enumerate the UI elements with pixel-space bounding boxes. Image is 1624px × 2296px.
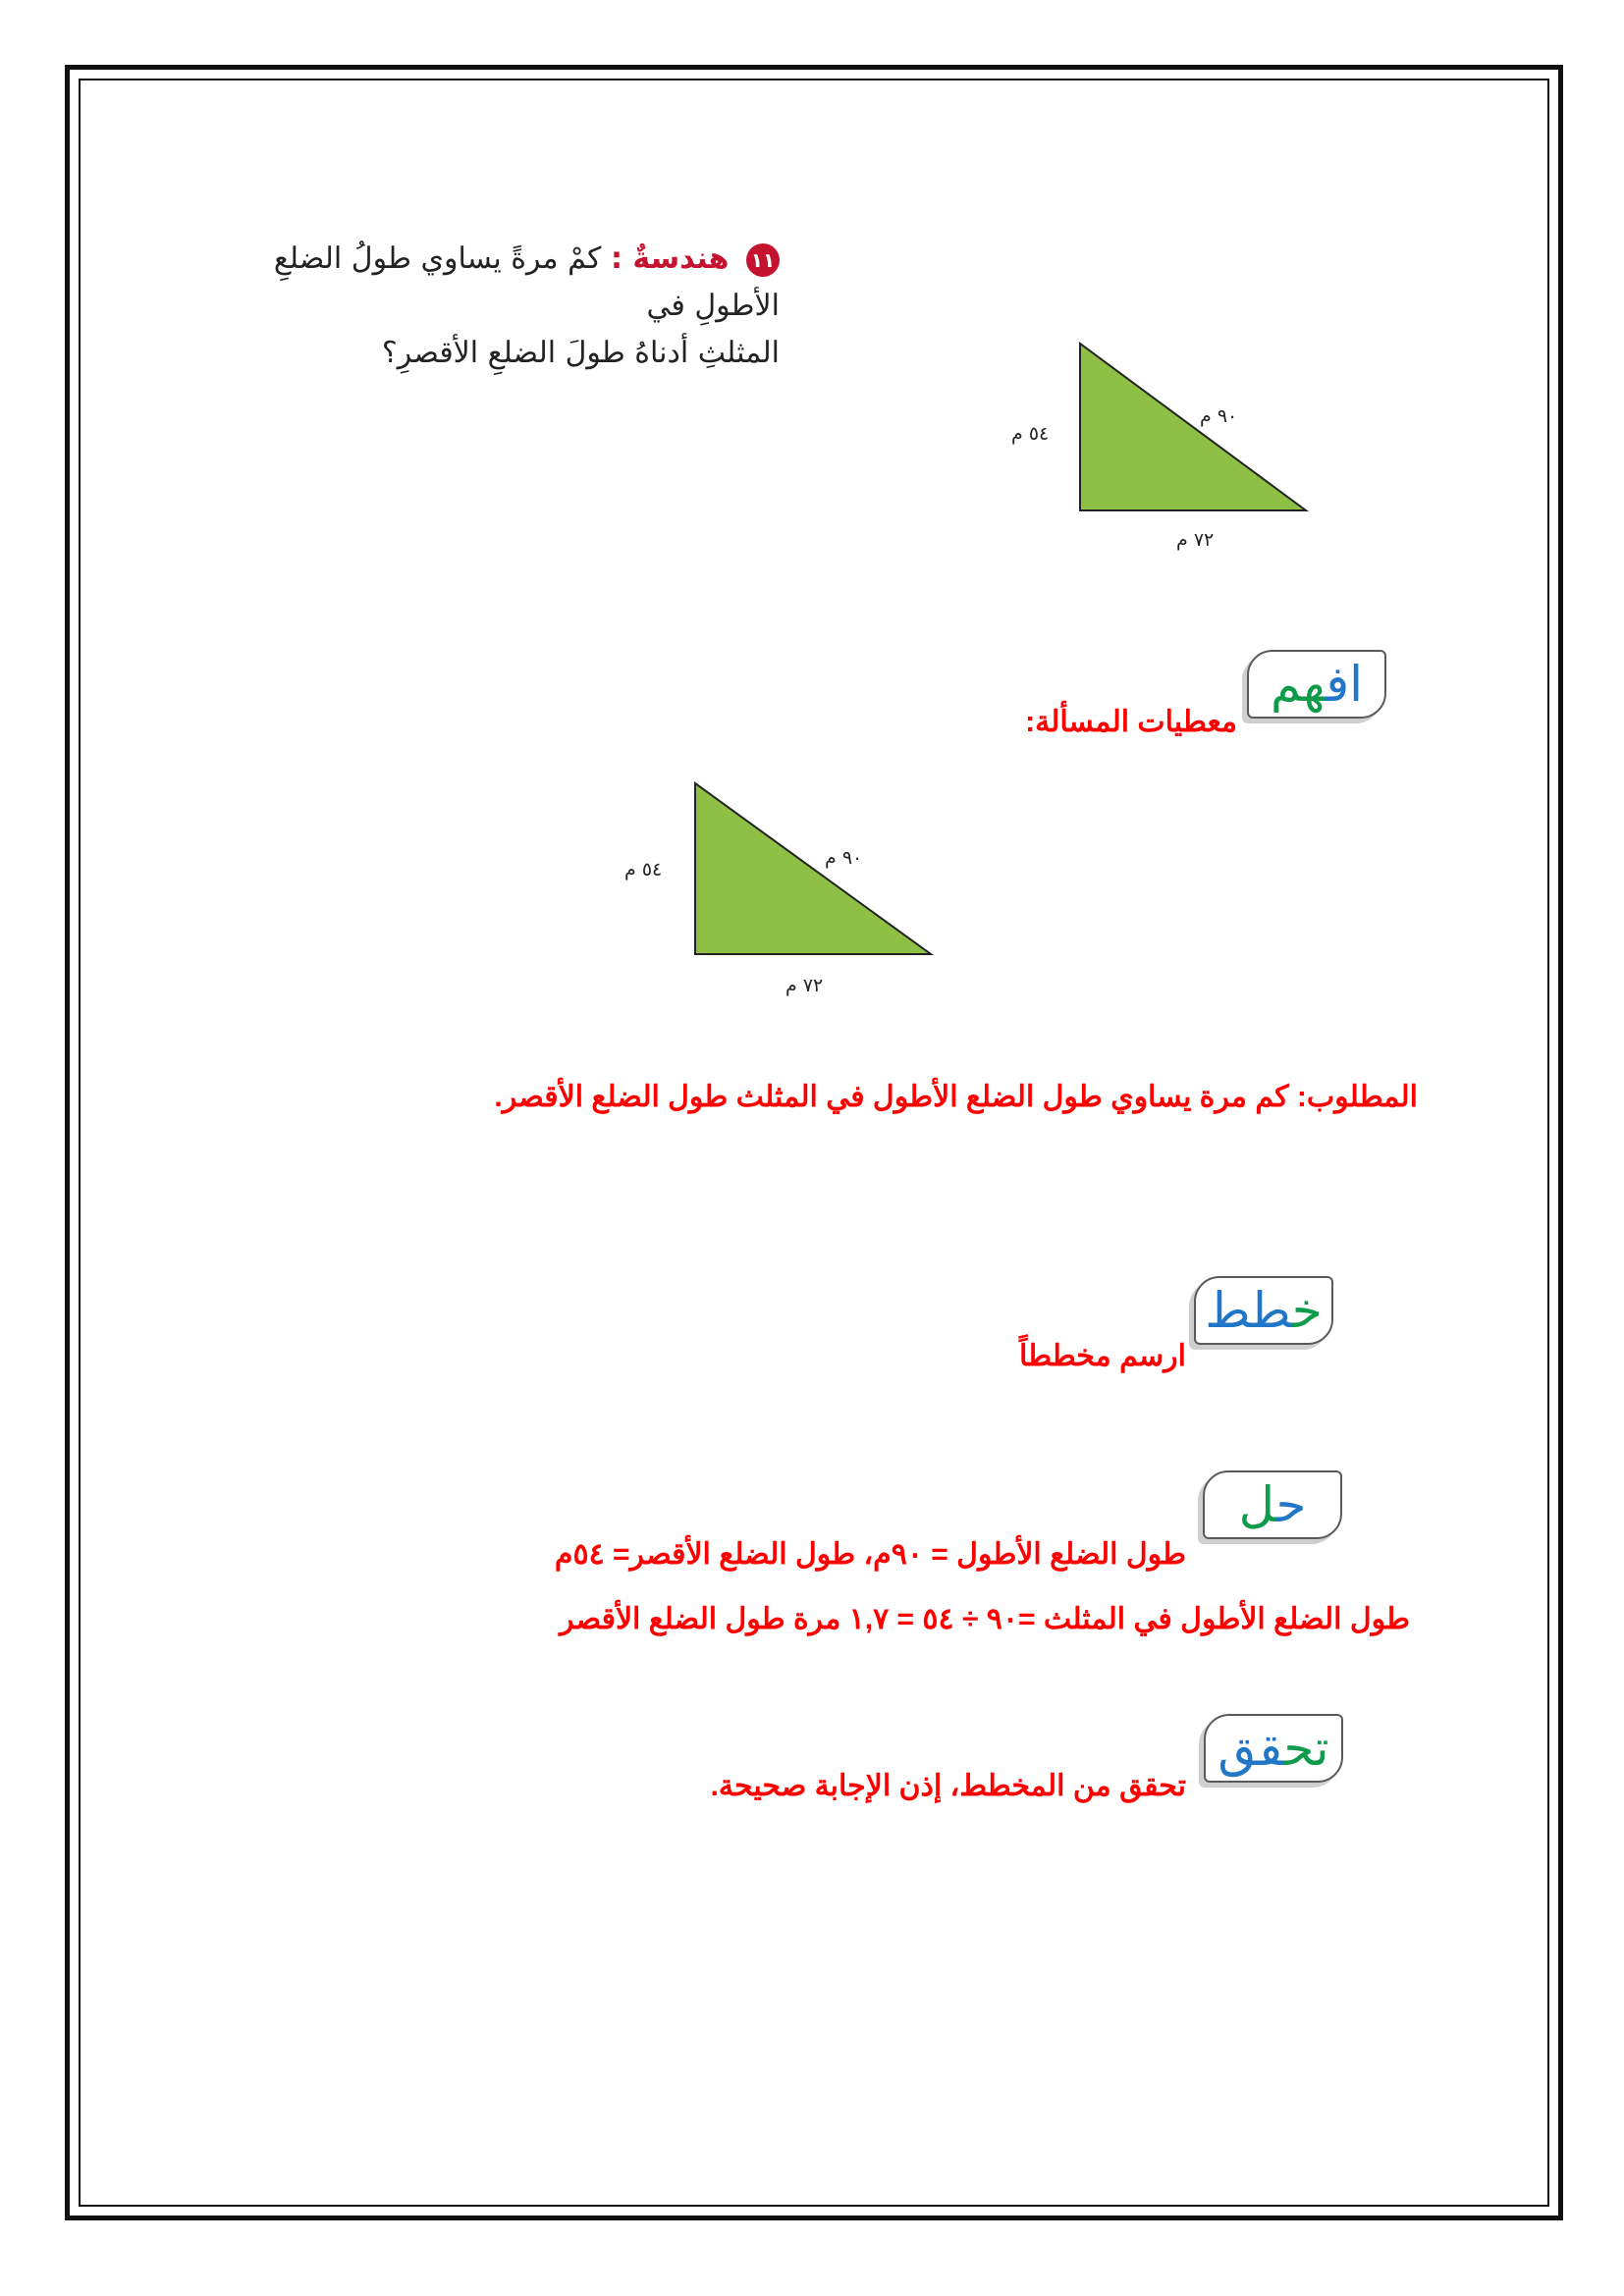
triangle-shape (1080, 344, 1306, 510)
triangle-figure-1 (982, 324, 1335, 569)
triangle-label-base: ٧٢ م (785, 975, 824, 996)
understand-heading: معطيات المسألة: (1025, 706, 1237, 738)
problem-text-line2: المثلثِ أدناهُ طولَ الضلعِ الأقصرِ؟ (381, 336, 780, 370)
solve-line-2: طول الضلع الأطول في المثلث =٩٠ ÷ ٥٤ = ١,٧ مرة طول الضلع الأقصر (560, 1603, 1410, 1635)
understand-badge: افهم (1247, 650, 1386, 719)
problem-text-line1: كمْ مرةً يساوي طولُ الضلعِ الأطولِ في (273, 241, 780, 323)
triangle-shape (695, 783, 931, 954)
solve-line-1: طول الضلع الأطول = ٩٠م، طول الضلع الأقصر= ٥٤م (554, 1538, 1186, 1571)
triangle-label-hyp: ٩٠ م (1200, 405, 1238, 427)
required-statement: المطلوب: كم مرة يساوي طول الضلع الأطول في المثلث طول الضلع الأقصر. (494, 1081, 1418, 1113)
problem-topic: هندسةٌ : (610, 241, 730, 276)
triangle-label-base: ٧٢ م (1176, 529, 1215, 551)
problem-line-1 (190, 236, 780, 330)
problem-number: ١١ (746, 243, 780, 277)
triangle-figure-2 (589, 766, 943, 1011)
plan-text: ارسم مخططاً (1018, 1340, 1186, 1372)
plan-badge: خطط (1194, 1276, 1333, 1345)
check-badge: تحقق (1204, 1714, 1343, 1783)
problem-statement (190, 236, 780, 377)
triangle-label-hyp: ٩٠ م (825, 847, 863, 869)
triangle-label-vertical: ٥٤ م (624, 859, 663, 881)
triangle-label-vertical: ٥٤ م (1011, 423, 1050, 445)
check-text: تحقق من المخطط، إذن الإجابة صحيحة. (710, 1770, 1186, 1802)
solve-badge: حل (1203, 1470, 1342, 1539)
